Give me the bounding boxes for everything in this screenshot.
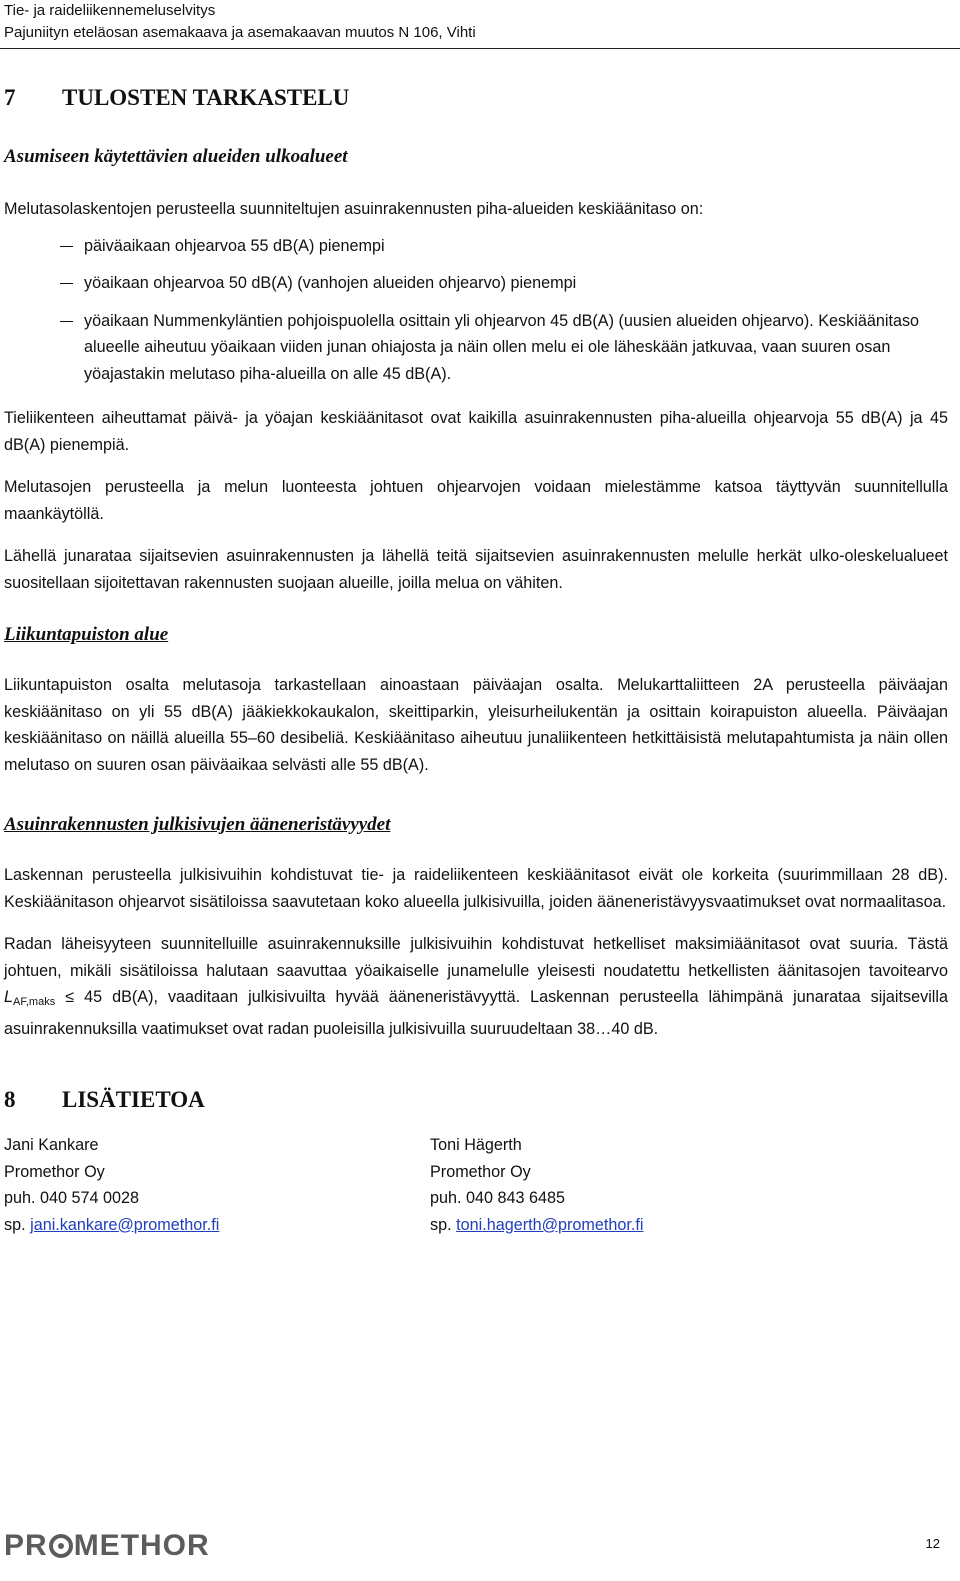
contact-card: [4, 1132, 430, 1238]
section-7-heading: [4, 78, 948, 118]
section-8-number: 8: [4, 1087, 16, 1112]
page-header: [4, 0, 476, 44]
email-prefix: sp.: [4, 1215, 31, 1234]
header-rule: [0, 48, 960, 49]
contact-phone: puh. 040 574 0028: [4, 1189, 140, 1207]
subheading-facade-insulation: Asuinrakennusten julkisivujen ääneneristävyydet: [4, 814, 391, 835]
contact-name: Toni Hägerth: [430, 1136, 522, 1154]
bullet-item: [4, 270, 948, 297]
paragraph-intro: Melutasolaskentojen perusteella suunniteltujen asuinrakennusten piha-alueiden keskiäänitaso on:: [4, 200, 704, 218]
contact-phone: puh. 040 843 6485: [430, 1189, 566, 1207]
paragraph-maximum-levels: [4, 931, 948, 1042]
dash-bullet-icon: [60, 283, 73, 284]
contact-list: [4, 1132, 948, 1238]
page-number: 12: [925, 1536, 940, 1551]
paragraph-road-traffic: Tieliikenteen aiheuttamat päivä- ja yöajan keskiäänitasot ovat kaikilla asuinrakennusten piha-alueilla ohjearvoja 55 dB(A) ja 45 dB(A) pienempiä.: [4, 409, 948, 454]
maximum-levels-text-1: Radan läheisyyteen suunnitelluille asuinrakennuksille julkisivuihin kohdistuvat hetkelliset maksimiäänitasot ovat suuria. Tästä johtuen, mikäli sisätiloissa halutaan saavuttaa yöaikaiselle junamelulle yleisesti noudatettu hetkellisten äänitasojen tavoitearvo: [4, 935, 948, 980]
header-line-2: Pajuniityn eteläosan asemakaava ja asemakaavan muutos N 106, Vihti: [4, 24, 476, 41]
promethor-logo: [4, 1529, 210, 1563]
logo-o-icon: [49, 1534, 73, 1558]
dash-bullet-icon: [60, 246, 73, 247]
contact-card: [430, 1132, 856, 1238]
contact-email-row: [4, 1212, 430, 1239]
bullet-text: päiväaikaan ohjearvoa 55 dB(A) pienempi: [84, 236, 385, 255]
paragraph-guideline-fulfilled: Melutasojen perusteella ja melun luonteesta johtuen ohjearvojen voidaan mielestämme katsoa täyttyvän suunnitellulla maankäytöllä.: [4, 478, 948, 523]
email-prefix: sp.: [430, 1215, 457, 1234]
email-link[interactable]: jani.kankare@promethor.fi: [30, 1215, 220, 1234]
logo-text-start: PR: [4, 1529, 48, 1562]
logo-text-end: METHOR: [73, 1529, 210, 1562]
contact-name: Jani Kankare: [4, 1136, 99, 1154]
paragraph-sports-park: Liikuntapuiston osalta melutasoja tarkastellaan ainoastaan päiväajan osalta. Melukarttaliitteen 2A perusteella päiväajan keskiäänitaso on yli 55 dB(A) jääkiekkokaukalon, skeittiparkin, yleisurheilukentän ja osittain koirapuiston alueella. Päiväajan keskiäänitaso on näillä alueilla 55–60 desibeliä. Keskiäänitaso aiheutuu junaliikenteen hetkittäisistä melutapahtumista ja näin ollen melutaso on suuren osan päiväaikaa selvästi alle 55 dB(A).: [4, 676, 948, 774]
header-line-1: Tie- ja raideliikennemeluselvitys: [4, 2, 216, 19]
contact-company: Promethor Oy: [430, 1162, 531, 1181]
bullet-item: [4, 233, 948, 260]
bullet-text: yöaikaan Nummenkyläntien pohjoispuolella osittain yli ohjearvon 45 dB(A) (uusien alueiden ohjearvo). Keskiäänitaso alueelle aiheutuu yöaikaan viiden junan ohiajosta ja näin ollen melu ei ole läheskään jatkuvaa, vaan suuren osan yöajastakin melutaso piha-alueilla on alle 45 dB(A).: [84, 311, 920, 383]
bullet-text: yöaikaan ohjearvoa 50 dB(A) (vanhojen alueiden ohjearvo) pienempi: [84, 274, 577, 292]
section-8-title: LISÄTIETOA: [62, 1087, 205, 1112]
dash-bullet-icon: [60, 321, 73, 322]
subheading-outdoor-areas: Asumiseen käytettävien alueiden ulkoalueet: [4, 146, 348, 167]
level-symbol: L: [4, 988, 14, 1006]
contact-email-row: [430, 1212, 856, 1239]
subheading-sports-park: Liikuntapuiston alue: [4, 624, 169, 645]
document-content: [4, 78, 948, 1238]
bullet-item: [4, 308, 948, 388]
section-7-title: TULOSTEN TARKASTELU: [62, 85, 350, 110]
paragraph-outdoor-recommendation: Lähellä junarataa sijaitsevien asuinrakennusten ja lähellä teitä sijaitsevien asuinrakennusten melulle herkät ulko-oleskelualueet suositellaan sijoitettavan rakennusten suojaan alueille, joilla melua on vähiten.: [4, 547, 948, 592]
bullet-list: [4, 233, 948, 388]
section-7-number: 7: [4, 85, 16, 110]
contact-company: Promethor Oy: [4, 1162, 105, 1181]
paragraph-facade-levels: Laskennan perusteella julkisivuihin kohdistuvat tie- ja raideliikenteen keskiäänitasot eivät ole korkeita (suurimmillaan 28 dB). Keskiäänitason ohjearvot sisätiloissa saavutetaan koko alueella julkisivuilla, joiden ääneneristävyysvaatimukset ovat normaalitasoa.: [4, 866, 948, 911]
section-8-heading: [4, 1080, 948, 1120]
maximum-levels-text-2: ≤ 45 dB(A), vaaditaan julkisivuilta hyvää ääneneristävyyttä. Laskennan perusteella lähimpänä junarataa sijaitsevilla asuinrakennuksilla vaatimukset ovat radan puoleisilla julkisivuilla suuruudeltaan 38…40 dB.: [4, 988, 948, 1038]
email-link[interactable]: toni.hagerth@promethor.fi: [456, 1215, 644, 1234]
level-subscript: AF,maks: [13, 996, 56, 1008]
